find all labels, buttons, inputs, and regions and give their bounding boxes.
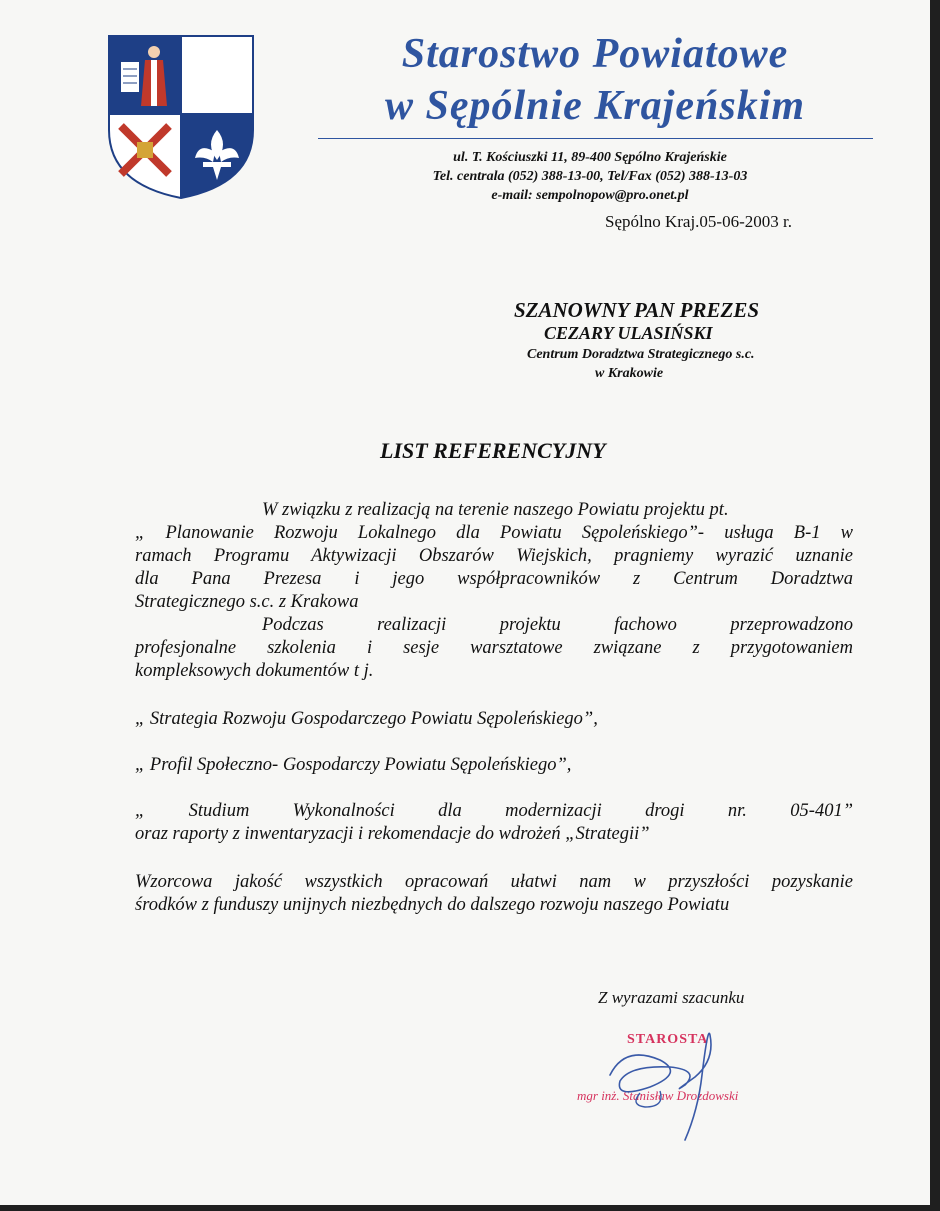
paragraph-line: środków z funduszy unijnych niezbędnych do dalszego rozwoju naszego Powiatu bbox=[135, 895, 730, 915]
paragraph-line: Podczas realizacji projektu fachowo przeprowadzono bbox=[262, 615, 853, 635]
stamp-name: mgr inż. Stanisław Drozdowski bbox=[577, 1088, 739, 1103]
document-list-item: „ Strategia Rozwoju Gospodarczego Powiatu Sępoleńskiego”, bbox=[135, 709, 598, 729]
office-name-title: Starostwo Powiatowe bbox=[401, 31, 789, 77]
paragraph-line: Strategicznego s.c. z Krakowa bbox=[135, 592, 359, 612]
letter-heading: LIST REFERENCYJNY bbox=[380, 438, 606, 463]
paragraph-line: dla Pana Prezesa i jego współpracowników z Centrum Doradztwa bbox=[135, 569, 853, 589]
paragraph-line: „ Planowanie Rozwoju Lokalnego dla Powiatu Sępoleńskiego”- usługa B-1 w bbox=[135, 523, 853, 543]
document-list-item: oraz raporty z inwentaryzacji i rekomendacje do wdrożeń „Strategii” bbox=[135, 824, 650, 844]
office-location-title: w Sępólnie Krajeńskim bbox=[384, 83, 806, 129]
handwritten-signature bbox=[590, 1015, 760, 1150]
paragraph-line: Wzorcowa jakość wszystkich opracowań ułatwi nam w przyszłości pozyskanie bbox=[135, 872, 853, 892]
recipient-city: w Krakowie bbox=[595, 366, 664, 381]
recipient-salutation: SZANOWNY PAN PREZES bbox=[514, 298, 760, 322]
paragraph-line: ramach Programu Aktywizacji Obszarów Wiejskich, pragniemy wyrazić uznanie bbox=[135, 546, 853, 566]
document-list-item: „ Profil Społeczno- Gospodarczy Powiatu Sępoleńskiego”, bbox=[135, 755, 572, 775]
address-phone: Tel. centrala (052) 388-13-00, Tel/Fax (052) 388-13-03 bbox=[432, 169, 748, 184]
coat-of-arms-emblem bbox=[107, 34, 255, 200]
paragraph-line: profesjonalne szkolenia i sesje warsztatowe związane z przygotowaniem bbox=[135, 638, 853, 658]
closing-phrase: Z wyrazami szacunku bbox=[598, 988, 745, 1007]
paragraph-line: W związku z realizacją na terenie naszego Powiatu projektu pt. bbox=[262, 500, 729, 520]
paragraph-line: kompleksowych dokumentów t j. bbox=[135, 661, 374, 681]
address-email: e-mail: sempolnopow@pro.onet.pl bbox=[491, 188, 689, 203]
recipient-company: Centrum Doradztwa Strategicznego s.c. bbox=[527, 347, 755, 362]
document-list-item: „ Studium Wykonalności dla modernizacji drogi nr. 05-401” bbox=[135, 801, 853, 821]
stamp-title: STAROSTA bbox=[627, 1032, 709, 1047]
letter-date: Sępólno Kraj.05-06-2003 r. bbox=[605, 212, 792, 231]
address-street: ul. T. Kościuszki 11, 89-400 Sępólno Krajeńskie bbox=[453, 150, 727, 165]
header-divider bbox=[318, 138, 873, 139]
recipient-name: CEZARY ULASIŃSKI bbox=[544, 323, 713, 343]
